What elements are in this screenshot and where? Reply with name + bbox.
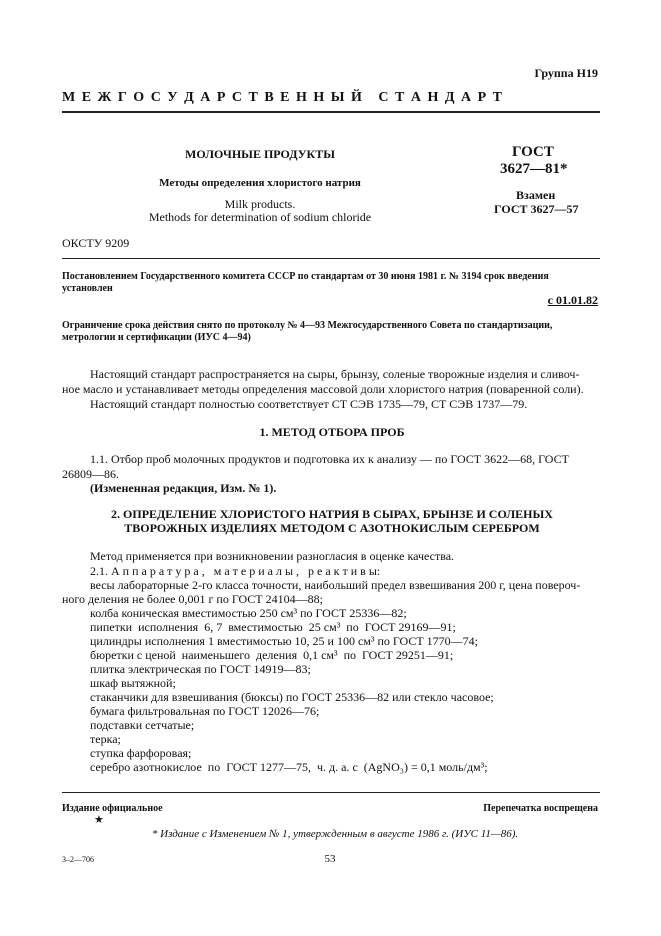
section-1-1-line-1: 1.1. Отбор проб молочных продуктов и подготовка их к анализу — по ГОСТ 3622—68, ГОСТ: [90, 452, 569, 466]
equipment-item: терка;: [90, 732, 121, 746]
section-2-intro: Метод применяется при возникновении разногласия в оценке качества.: [90, 549, 455, 563]
page-number: 53: [324, 853, 336, 865]
replaces-value: ГОСТ 3627—57: [494, 202, 579, 216]
footnote: * Издание с Изменением № 1, утвержденным в августе 1986 г. (ИУС 11—86).: [151, 828, 519, 840]
gost-label: ГОСТ: [512, 144, 554, 160]
section-2-heading-line-2: ТВОРОЖНЫХ ИЗДЕЛИЯХ МЕТОДОМ С АЗОТНОКИСЛЫМ СЕРЕБРОМ: [124, 521, 540, 535]
intro-p1-line-1: Настоящий стандарт распространяется на сыры, брынзу, соленые творожные изделия и сливоч-: [90, 367, 580, 381]
english-subtitle: Methods for determination of sodium chloride: [148, 210, 372, 224]
equipment-item: ступка фарфоровая;: [90, 746, 192, 760]
star-icon: ★: [94, 814, 104, 826]
section-1-change-note: (Измененная редакция, Изм. № 1).: [90, 481, 277, 495]
decree-line-2: установлен: [62, 283, 113, 294]
equipment-item: бюретки с ценой наименьшего деления 0,1 см³ по ГОСТ 29251—91;: [90, 648, 454, 662]
section-1-1-line-2: 26809—86.: [62, 467, 119, 481]
english-title: Milk products.: [224, 197, 296, 211]
effective-date: с 01.01.82: [547, 293, 598, 307]
okstu-code: ОКСТУ 9209: [62, 236, 130, 250]
intro-p1-line-2: ное масло и устанавливает методы определения массовой доли хлористого натрия (поваренной соли).: [62, 382, 584, 396]
standard-banner: М Е Ж Г О С У Д А Р С Т В Е Н Н Ы Й С Т А Н Д А Р Т: [62, 90, 504, 105]
header-rule: [62, 111, 600, 113]
print-code: 3–2—706: [62, 855, 94, 864]
equipment-item: колба коническая вместимостью 250 см³ по ГОСТ 25336—82;: [90, 606, 407, 620]
replaces-label: Взамен: [516, 188, 556, 202]
equipment-item: подставки сетчатые;: [90, 718, 195, 732]
section-2-1-heading: 2.1. А п п а р а т у р а , м а т е р и а л ы , р е а к т и в ы:: [90, 564, 381, 578]
title-rule: [62, 258, 600, 259]
section-2-heading-line-1: 2. ОПРЕДЕЛЕНИЕ ХЛОРИСТОГО НАТРИЯ В СЫРАХ, БРЫНЗЕ И СОЛЕНЫХ: [111, 507, 553, 521]
equipment-item: ного деления не более 0,001 г по ГОСТ 24104—88;: [62, 592, 323, 606]
reprint-notice: Перепечатка воспрещена: [483, 803, 598, 814]
footer-rule: [62, 792, 600, 793]
equipment-item: шкаф вытяжной;: [90, 676, 176, 690]
equipment-item: весы лабораторные 2-го класса точности, наибольший предел взвешивания 200 г, цена повероч-: [90, 578, 581, 592]
equipment-item: цилиндры исполнения 1 вместимостью 10, 25 и 100 см³ по ГОСТ 1770—74;: [90, 634, 479, 648]
equipment-item: плитка электрическая по ГОСТ 14919—83;: [90, 662, 311, 676]
document-subtitle: Методы определения хлористого натрия: [159, 177, 361, 189]
equipment-item: серебро азотнокислое по ГОСТ 1277—75, ч. д. а. с (AgNO₃) = 0,1 моль/дм³;: [90, 760, 488, 774]
edition-label: Издание официальное: [62, 803, 163, 814]
gost-number: 3627—81*: [500, 161, 568, 177]
section-1-heading: 1. МЕТОД ОТБОРА ПРОБ: [259, 425, 405, 439]
decree-line-1: Постановлением Государственного комитета СССР по стандартам от 30 июня 1981 г. № 3194 срок введения: [62, 271, 549, 282]
intro-p2: Настоящий стандарт полностью соответствует СТ СЭВ 1735—79, СТ СЭВ 1737—79.: [90, 397, 528, 411]
group-label: Группа Н19: [534, 66, 598, 80]
equipment-item: бумага фильтровальная по ГОСТ 12026—76;: [90, 704, 320, 718]
equipment-item: стаканчики для взвешивания (бюксы) по ГОСТ 25336—82 или стекло часовое;: [90, 690, 494, 704]
limitation-line-1: Ограничение срока действия снято по протоколу № 4—93 Межгосударственного Совета по стандартизации,: [62, 320, 553, 331]
equipment-item: пипетки исполнения 6, 7 вместимостью 25 см³ по ГОСТ 29169—91;: [90, 620, 456, 634]
limitation-line-2: метрологии и сертификации (ИУС 4—94): [62, 332, 251, 343]
document-title: МОЛОЧНЫЕ ПРОДУКТЫ: [185, 147, 335, 161]
